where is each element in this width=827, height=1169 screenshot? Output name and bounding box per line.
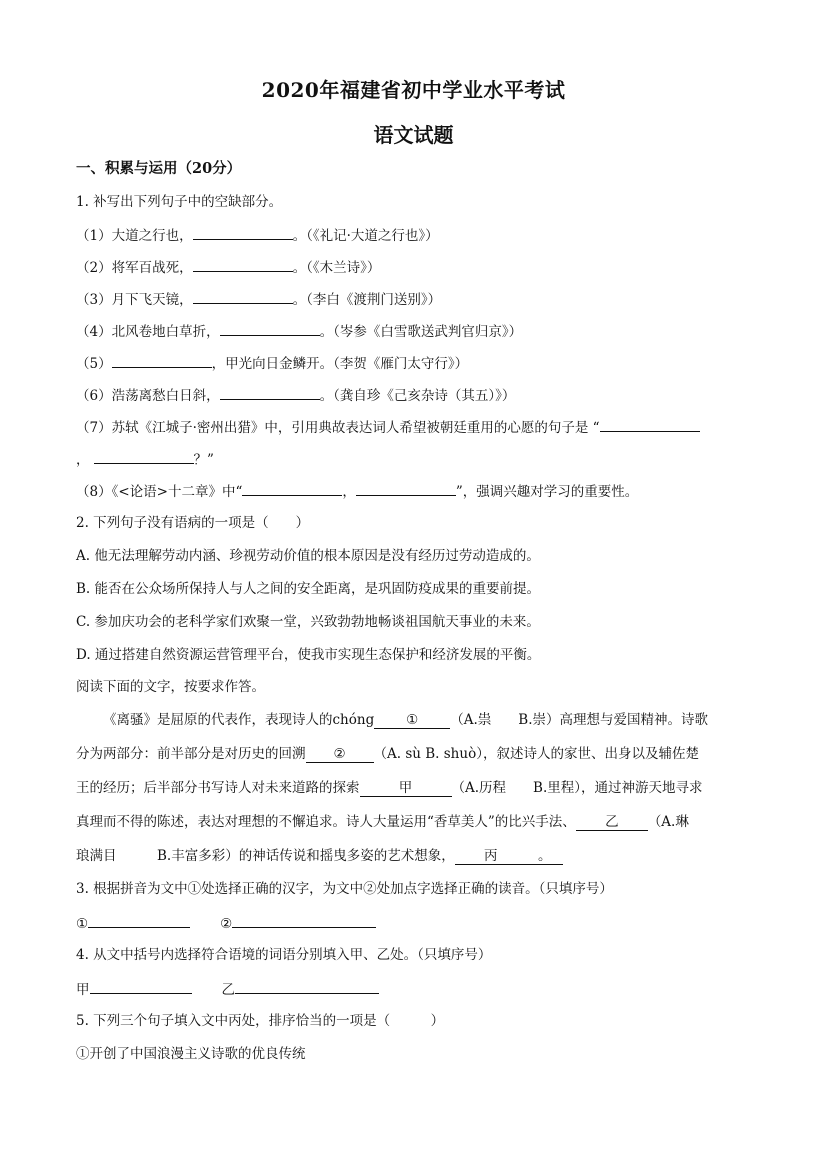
q2-option-d: D. 通过搭建自然资源运营管理平台，使我市实现生态保护和经济发展的平衡。: [76, 647, 541, 663]
q1-item-7-cont: [76, 449, 214, 469]
page-title: 2020年福建省初中学业水平考试: [261, 78, 566, 102]
blank-line: [220, 321, 320, 336]
passage-text: （A.祟 B.崇）高理想与爱国精神。诗歌: [450, 712, 708, 728]
q2-option-c: C. 参加庆功会的老科学家们欢聚一堂，兴致勃勃地畅谈祖国航天事业的未来。: [76, 614, 540, 630]
q1-item-6-text: （6）浩荡离愁白日斜，: [76, 388, 220, 404]
q2-stem: 2. 下列句子没有语病的一项是（ ）: [76, 515, 310, 531]
q1-item-4: [76, 321, 522, 341]
q5-stem: 5. 下列三个句子填入文中丙处，排序恰当的一项是（ ）: [76, 1013, 445, 1029]
q3-stem: 3. 根据拼音为文中①处选择正确的汉字，为文中②处加点字选择正确的读音。（只填序号）: [76, 881, 613, 897]
blank-2: ②: [306, 746, 374, 763]
q1-item-3: [76, 289, 441, 309]
blank-line: [193, 289, 293, 304]
q2-option-a: A. 他无法理解劳动内涵、珍视劳动价值的根本原因是没有经历过劳动造成的。: [76, 548, 540, 564]
q1-item-2: [76, 257, 380, 277]
blank-line: [600, 417, 700, 432]
q1-item-7-comma: ，: [76, 452, 90, 468]
q1-item-7: [76, 417, 700, 437]
q1-item-6-source: 。（龚自珍《己亥杂诗（其五）》）: [319, 388, 516, 404]
answer-blank-2: [232, 913, 376, 928]
passage-text: 真理而不得的陈述，表达对理想的不懈追求。诗人大量运用“香草美人”的比兴手法、: [76, 814, 576, 830]
q4-stem: 4. 从文中括号内选择符合语境的词语分别填入甲、乙处。（只填序号）: [76, 947, 492, 963]
passage-text: 琅满目 B.丰富多彩）的神话传说和摇曳多姿的艺术想象，: [76, 848, 455, 864]
blank-line: [356, 481, 456, 496]
blank-line: [193, 257, 293, 272]
passage-line-4: [76, 813, 752, 831]
q1-item-2-text: （2）将军百战死，: [76, 260, 193, 276]
page-subtitle: 语文试题: [373, 123, 454, 147]
passage-text: 分为两部分：前半部分是对历史的回溯: [76, 746, 306, 762]
q4-answer-row: [76, 979, 379, 999]
answer-blank-1: [88, 913, 190, 928]
q3-label-2: ②: [220, 916, 233, 932]
q1-item-7-text: （7）苏轼《江城子·密州出猎》中，引用典故表达词人希望被朝廷重用的心愿的句子是 “: [76, 420, 600, 436]
blank-line: [94, 449, 194, 464]
passage-period: 。: [527, 848, 563, 865]
q1-item-4-text: （4）北风卷地白草折，: [76, 324, 220, 340]
passage-line-1: [76, 711, 779, 729]
blank-jia: 甲: [360, 780, 452, 797]
q1-stem: 1. 补写出下列句子中的空缺部分。: [76, 194, 283, 210]
reading-intro: 阅读下面的文字，按要求作答。: [76, 679, 265, 695]
passage-text: （A. sù B. shuò），叙述诗人的家世、出身以及辅佐楚: [373, 746, 699, 762]
passage-text: 《离骚》是屈原的代表作，表现诗人的chóng: [103, 712, 375, 728]
q1-item-4-source: 。（岑参《白雪歌送武判官归京》）: [319, 324, 523, 340]
q1-item-1-source: 。（《礼记·大道之行也》）: [292, 228, 439, 244]
q1-item-5-label: （5）: [76, 356, 112, 372]
q4-label-jia: 甲: [76, 982, 90, 998]
q1-item-8: [76, 481, 638, 501]
q5-option-1: ①开创了中国浪漫主义诗歌的优良传统: [76, 1046, 306, 1062]
section-heading: 一、积累与运用（20分）: [76, 160, 242, 177]
q1-item-2-source: 。（《木兰诗》）: [292, 260, 381, 276]
q1-item-5-text: ，甲光向日金鳞开。（李贺《雁门太守行》）: [211, 356, 469, 372]
blank-line: [242, 481, 342, 496]
q1-item-5: [76, 353, 468, 373]
blank-line: [193, 225, 293, 240]
passage-line-3: [76, 779, 752, 797]
blank-yi: 乙: [576, 814, 648, 831]
q1-item-3-text: （3）月下飞天镜，: [76, 292, 193, 308]
passage-line-5: [76, 847, 752, 865]
q4-label-yi: 乙: [221, 982, 235, 998]
q1-item-8-end: ”，强调兴趣对学习的重要性。: [455, 484, 639, 500]
q1-item-8-comma: ，: [342, 484, 356, 500]
blank-line: [112, 353, 212, 368]
passage-text: （A.历程 B.里程），通过神游天地寻求: [451, 780, 703, 796]
blank-1: ①: [374, 712, 450, 729]
q2-option-b: B. 能否在公众场所保持人与人之间的安全距离，是巩固防疫成果的重要前提。: [76, 581, 541, 597]
answer-blank-yi: [235, 979, 379, 994]
passage-text: （A.琳: [647, 814, 689, 830]
q1-item-1: [76, 225, 439, 245]
q1-item-6: [76, 385, 515, 405]
q3-answer-row: [76, 913, 376, 933]
q1-item-1-text: （1）大道之行也，: [76, 228, 193, 244]
answer-blank-jia: [90, 979, 192, 994]
blank-line: [220, 385, 320, 400]
q1-item-3-source: 。（李白《渡荆门送别》）: [292, 292, 442, 308]
passage-line-2: [76, 745, 752, 763]
passage-text: 王的经历；后半部分书写诗人对未来道路的探索: [76, 780, 360, 796]
q1-item-7-end: ？”: [193, 452, 214, 468]
q1-item-8-text: （8）《<论语>十二章》中“: [76, 484, 243, 500]
q3-label-1: ①: [76, 916, 89, 932]
blank-bing: 丙: [455, 848, 527, 865]
